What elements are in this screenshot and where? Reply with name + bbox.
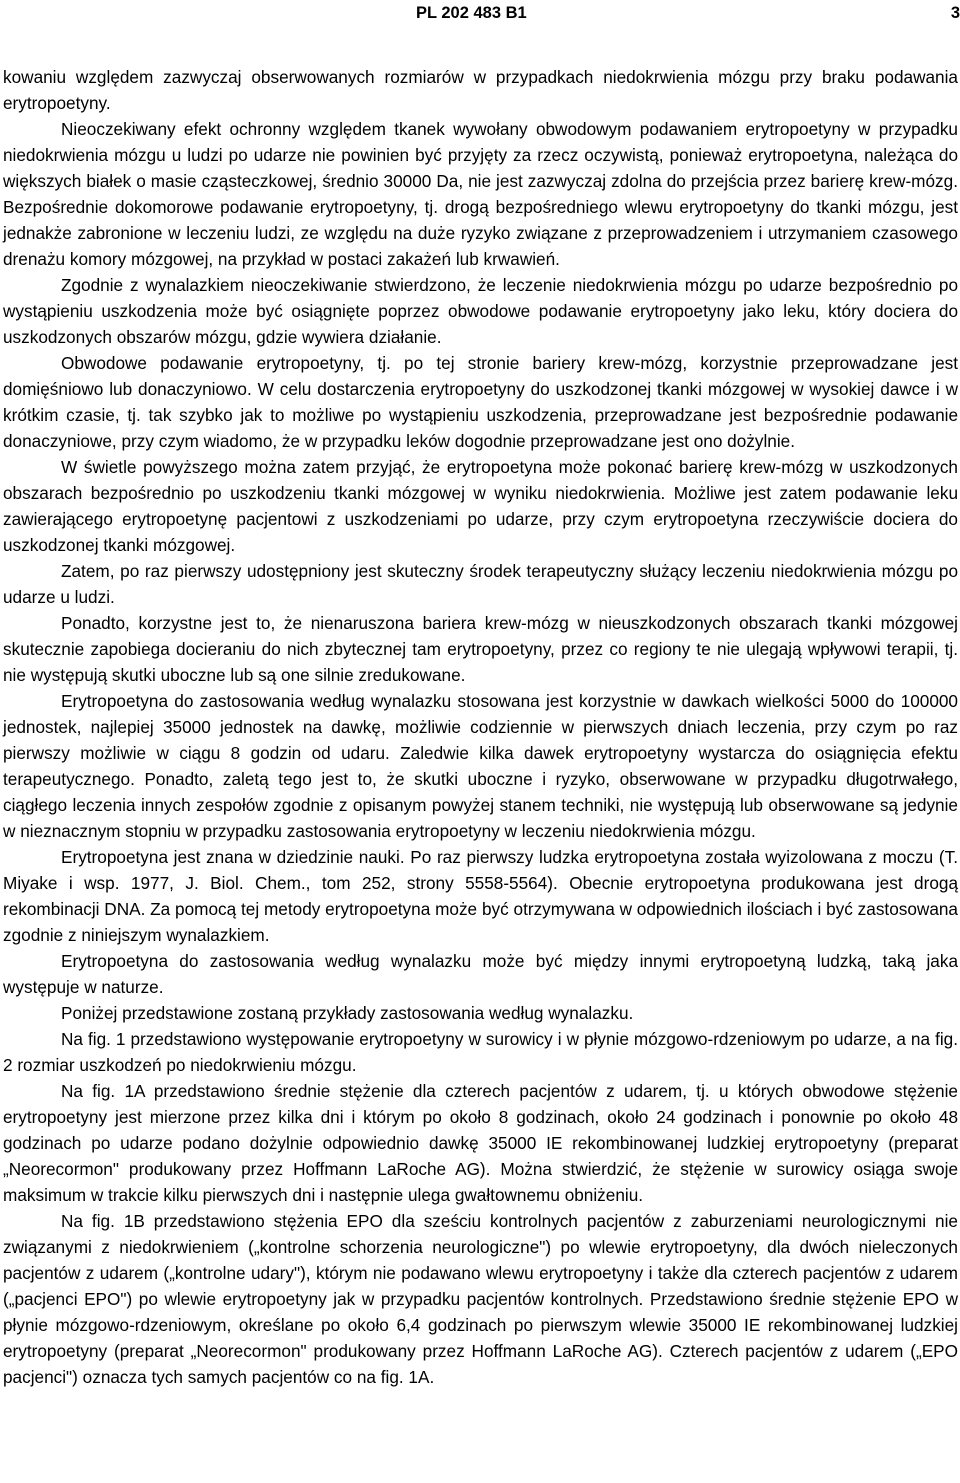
paragraph: Obwodowe podawanie erytropoetyny, tj. po tej stronie bariery krew-mózg, korzystnie przeprowadzane jest domięśniowo lub donaczyniowo. W celu dostarczenia erytropoetyny do uszkodzonej tkanki mózgowej w wysokiej dawce i w krótkim czasie, tj. tak szybko jak to możliwe po wystąpieniu uszkodzenia, przeprowadzane jest bezpośrednie podawanie donaczyniowe, przy czym wiadomo, że w przypadku leków dogodnie przeprowadzane jest ono dożylnie. [3, 353, 958, 451]
paragraph: Erytropoetyna do zastosowania według wynalazku stosowana jest korzystnie w dawkach wielkości 5000 do 100000 jednostek, najlepiej 35000 jednostek na dawkę, możliwie codziennie w pierwszych dniach leczenia, przy czym po raz pierwszy możliwie w ciągu 8 godzin od udaru. Zaledwie kilka dawek erytropoetyny wystarcza do osiągnięcia efektu terapeutycznego. Ponadto, zaletą tego jest to, że skutki uboczne i ryzyko, obserwowane w przypadku długotrwałego, ciągłego leczenia innych zespołów zgodnie z opisanym powyżej stanem techniki, nie występują lub obserwowane są jedynie w nieznacznym stopniu w przypadku zastosowania erytropoetyny w leczeniu niedokrwienia mózgu. [3, 691, 958, 841]
document-body [3, 64, 958, 1390]
paragraph: Poniżej przedstawione zostaną przykłady zastosowania według wynalazku. [61, 1003, 634, 1023]
paragraph: Ponadto, korzystne jest to, że nienaruszona bariera krew-mózg w nieuszkodzonych obszarach tkanki mózgowej skutecznie zapobiega docieraniu do nich zbytecznej tam erytropoetyny, przez co regiony te nie ulegają wpływowi terapii, tj. nie występują skutki uboczne lub są one silnie zredukowane. [3, 613, 958, 685]
patent-number: PL 202 483 B1 [416, 4, 527, 22]
paragraph: Erytropoetyna do zastosowania według wynalazku może być między innymi erytropoetyną ludzką, taką jaka występuje w naturze. [3, 951, 958, 997]
paragraph: Na fig. 1 przedstawiono występowanie erytropoetyny w surowicy i w płynie mózgowo-rdzeniowym po udarze, a na fig. 2 rozmiar uszkodzeń po niedokrwieniu mózgu. [3, 1029, 958, 1075]
paragraph: kowaniu względem zazwyczaj obserwowanych rozmiarów w przypadkach niedokrwienia mózgu przy braku podawania erytropoetyny. [3, 67, 958, 113]
paragraph: Na fig. 1A przedstawiono średnie stężenie dla czterech pacjentów z udarem, tj. u których obwodowe stężenie erytropoetyny jest mierzone przez kilka dni i którym po około 8 godzinach, około 24 godzinach i ponownie po około 48 godzinach po udarze podano dożylnie odpowiednio dawkę 35000 IE rekombinowanej ludzkiej erytropoetyny (preparat „Neorecormon" produkowany przez Hoffmann LaRoche AG). Można stwierdzić, że stężenie w surowicy osiąga swoje maksimum w trakcie kilku pierwszych dni i następnie ulega gwałtownemu obniżeniu. [3, 1081, 958, 1205]
paragraph: Zgodnie z wynalazkiem nieoczekiwanie stwierdzono, że leczenie niedokrwienia mózgu po udarze bezpośrednio po wystąpieniu uszkodzenia może być osiągnięte poprzez obwodowe podawanie erytropoetyny jako leku, który dociera do uszkodzonych obszarów mózgu, gdzie wywiera działanie. [3, 275, 958, 347]
paragraph: Na fig. 1B przedstawiono stężenia EPO dla sześciu kontrolnych pacjentów z zaburzeniami neurologicznymi nie związanymi z niedokrwieniem („kontrolne schorzenia neurologiczne") po wlewie erytropoetyny, dla dwóch nieleczonych pacjentów z udarem („kontrolne udary"), którym nie podawano wlewu erytropoetyny i także dla czterech pacjentów z udarem („pacjenci EPO") po wlewie erytropoetyny jak w przypadku pacjentów kontrolnych. Przedstawiono średnie stężenie EPO w płynie mózgowo-rdzeniowym, określane po około 6,4 godzinach po pierwszym wlewie 35000 IE rekombinowanej ludzkiej erytropoetyny (preparat „Neorecormon" produkowany przez Hoffmann LaRoche AG). Czterech pacjentów z udarem („EPO pacjenci") oznacza tych samych pacjentów co na fig. 1A. [3, 1211, 958, 1387]
paragraph: Erytropoetyna jest znana w dziedzinie nauki. Po raz pierwszy ludzka erytropoetyna została wyizolowana z moczu (T. Miyake i wsp. 1977, J. Biol. Chem., tom 252, strony 5558-5564). Obecnie erytropoetyna produkowana jest drogą rekombinacji DNA. Za pomocą tej metody erytropoetyna może być otrzymywana w odpowiednich ilościach i być zastosowana zgodnie z niniejszym wynalazkiem. [3, 847, 958, 945]
page-header [0, 4, 960, 26]
page-number: 3 [950, 4, 960, 22]
paragraph: W świetle powyższego można zatem przyjąć, że erytropoetyna może pokonać barierę krew-mózg w uszkodzonych obszarach bezpośrednio po uszkodzeniu tkanki mózgowej w wyniku niedokrwienia. Możliwe jest zatem podawanie leku zawierającego erytropoetynę pacjentowi z uszkodzeniami po udarze, przy czym erytropoetyna rzeczywiście dociera do uszkodzonej tkanki mózgowej. [3, 457, 958, 555]
paragraph: Nieoczekiwany efekt ochronny względem tkanek wywołany obwodowym podawaniem erytropoetyny w przypadku niedokrwienia mózgu u ludzi po udarze nie powinien być przyjęty za rzecz oczywistą, ponieważ erytropoetyna, należąca do większych białek o masie cząsteczkowej, średnio 30000 Da, nie jest zazwyczaj zdolna do przejścia przez barierę krew-mózg. Bezpośrednie dokomorowe podawanie erytropoetyny, tj. drogą bezpośredniego wlewu erytropoetyny do tkanki mózgu, jest jednakże zabronione w leczeniu ludzi, ze względu na duże ryzyko związane z przeprowadzeniem i utrzymaniem czasowego drenażu komory mózgowej, na przykład w postaci zakażeń lub krwawień. [3, 119, 958, 269]
paragraph: Zatem, po raz pierwszy udostępniony jest skuteczny środek terapeutyczny służący leczeniu niedokrwienia mózgu po udarze u ludzi. [3, 561, 958, 607]
